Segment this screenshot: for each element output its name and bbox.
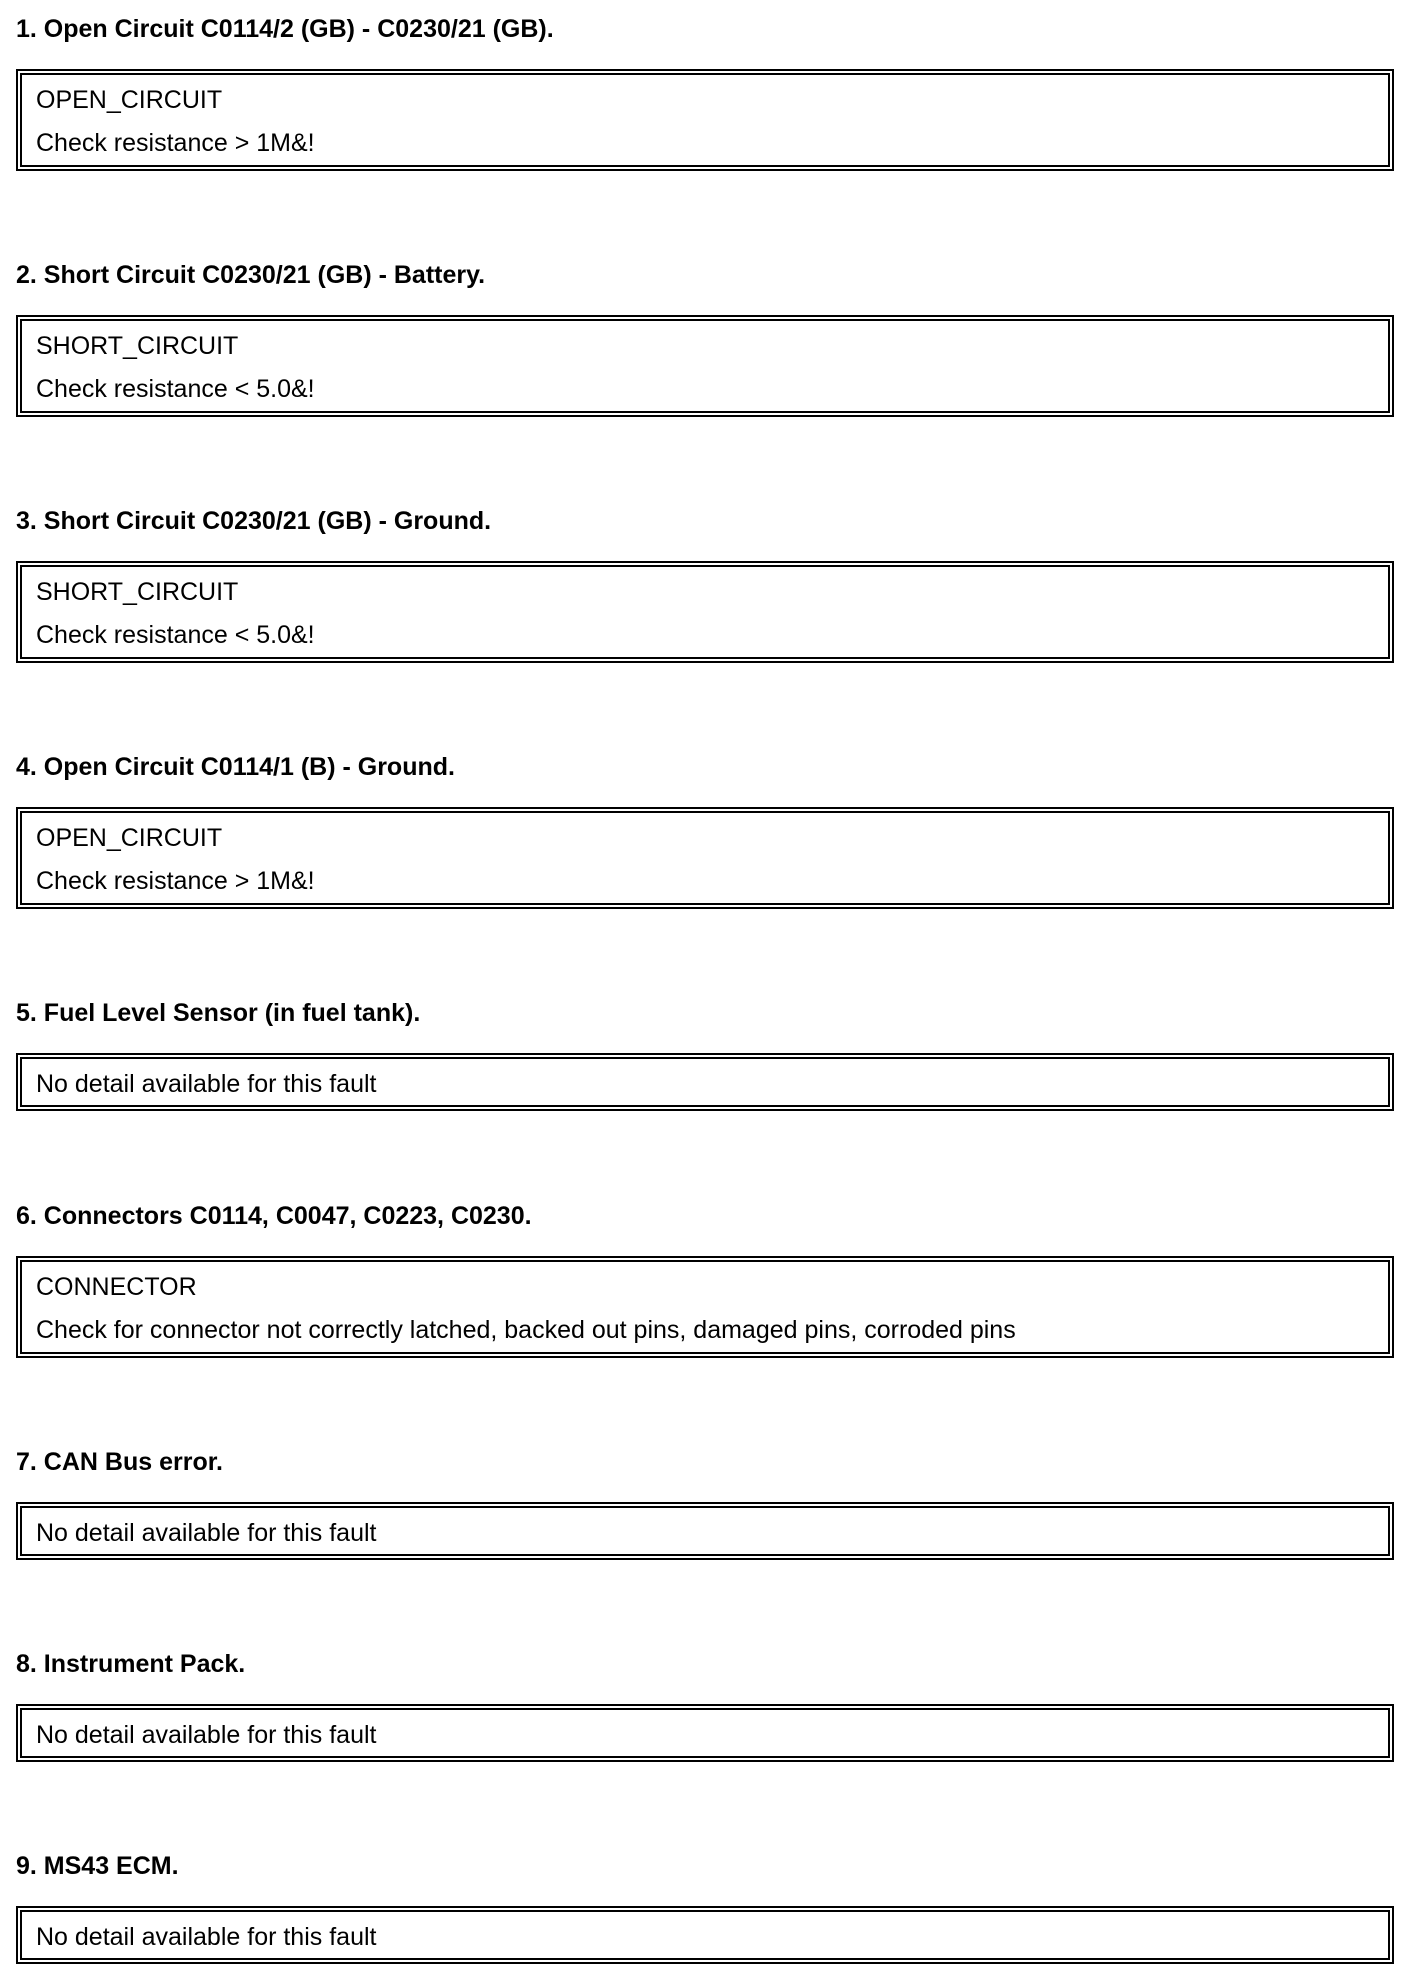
- fault-detail-box: [16, 1704, 1394, 1762]
- fault-detail-text: No detail available for this fault: [36, 1070, 377, 1098]
- fault-detail-box: [16, 69, 1394, 171]
- fault-item-6: [16, 1201, 1394, 1344]
- fault-heading: 4. Open Circuit C0114/1 (B) - Ground.: [16, 753, 455, 781]
- fault-detail-text: Check for connector not correctly latched, backed out pins, damaged pins, corroded pins: [36, 1316, 1016, 1344]
- fault-heading: 1. Open Circuit C0114/2 (GB) - C0230/21 (GB).: [16, 15, 554, 43]
- fault-item-4: [16, 752, 1394, 895]
- fault-detail-text: No detail available for this fault: [36, 1923, 377, 1951]
- fault-item-8: [16, 1649, 1394, 1749]
- fault-item-5: [16, 998, 1394, 1098]
- fault-detail-box: [16, 1502, 1394, 1560]
- fault-detail-text: No detail available for this fault: [36, 1721, 377, 1749]
- fault-detail-text: No detail available for this fault: [36, 1519, 377, 1547]
- fault-detail-text: Check resistance < 5.0&!: [36, 375, 315, 403]
- fault-detail-type: OPEN_CIRCUIT: [36, 824, 223, 852]
- fault-heading: 2. Short Circuit C0230/21 (GB) - Battery.: [16, 261, 486, 289]
- fault-detail-box: [16, 1053, 1394, 1111]
- fault-detail-type: SHORT_CIRCUIT: [36, 332, 239, 360]
- fault-detail-text: Check resistance > 1M&!: [36, 129, 315, 157]
- fault-detail-text: Check resistance > 1M&!: [36, 867, 315, 895]
- fault-heading: 5. Fuel Level Sensor (in fuel tank).: [16, 999, 421, 1027]
- fault-detail-type: OPEN_CIRCUIT: [36, 86, 223, 114]
- fault-item-7: [16, 1447, 1394, 1547]
- fault-detail-box: [16, 1906, 1394, 1964]
- fault-detail-box: [16, 1256, 1394, 1358]
- fault-detail-box: [16, 807, 1394, 909]
- fault-item-9: [16, 1851, 1394, 1951]
- fault-item-1: [16, 14, 1394, 157]
- fault-heading: 8. Instrument Pack.: [16, 1650, 246, 1678]
- fault-heading: 7. CAN Bus error.: [16, 1448, 224, 1476]
- fault-detail-box: [16, 315, 1394, 417]
- fault-detail-type: CONNECTOR: [36, 1273, 197, 1301]
- fault-heading: 3. Short Circuit C0230/21 (GB) - Ground.: [16, 507, 492, 535]
- fault-detail-type: SHORT_CIRCUIT: [36, 578, 239, 606]
- fault-heading: 6. Connectors C0114, C0047, C0223, C0230.: [16, 1202, 532, 1230]
- fault-detail-text: Check resistance < 5.0&!: [36, 621, 315, 649]
- fault-item-3: [16, 506, 1394, 649]
- fault-heading: 9. MS43 ECM.: [16, 1852, 179, 1880]
- fault-item-2: [16, 260, 1394, 403]
- fault-detail-box: [16, 561, 1394, 663]
